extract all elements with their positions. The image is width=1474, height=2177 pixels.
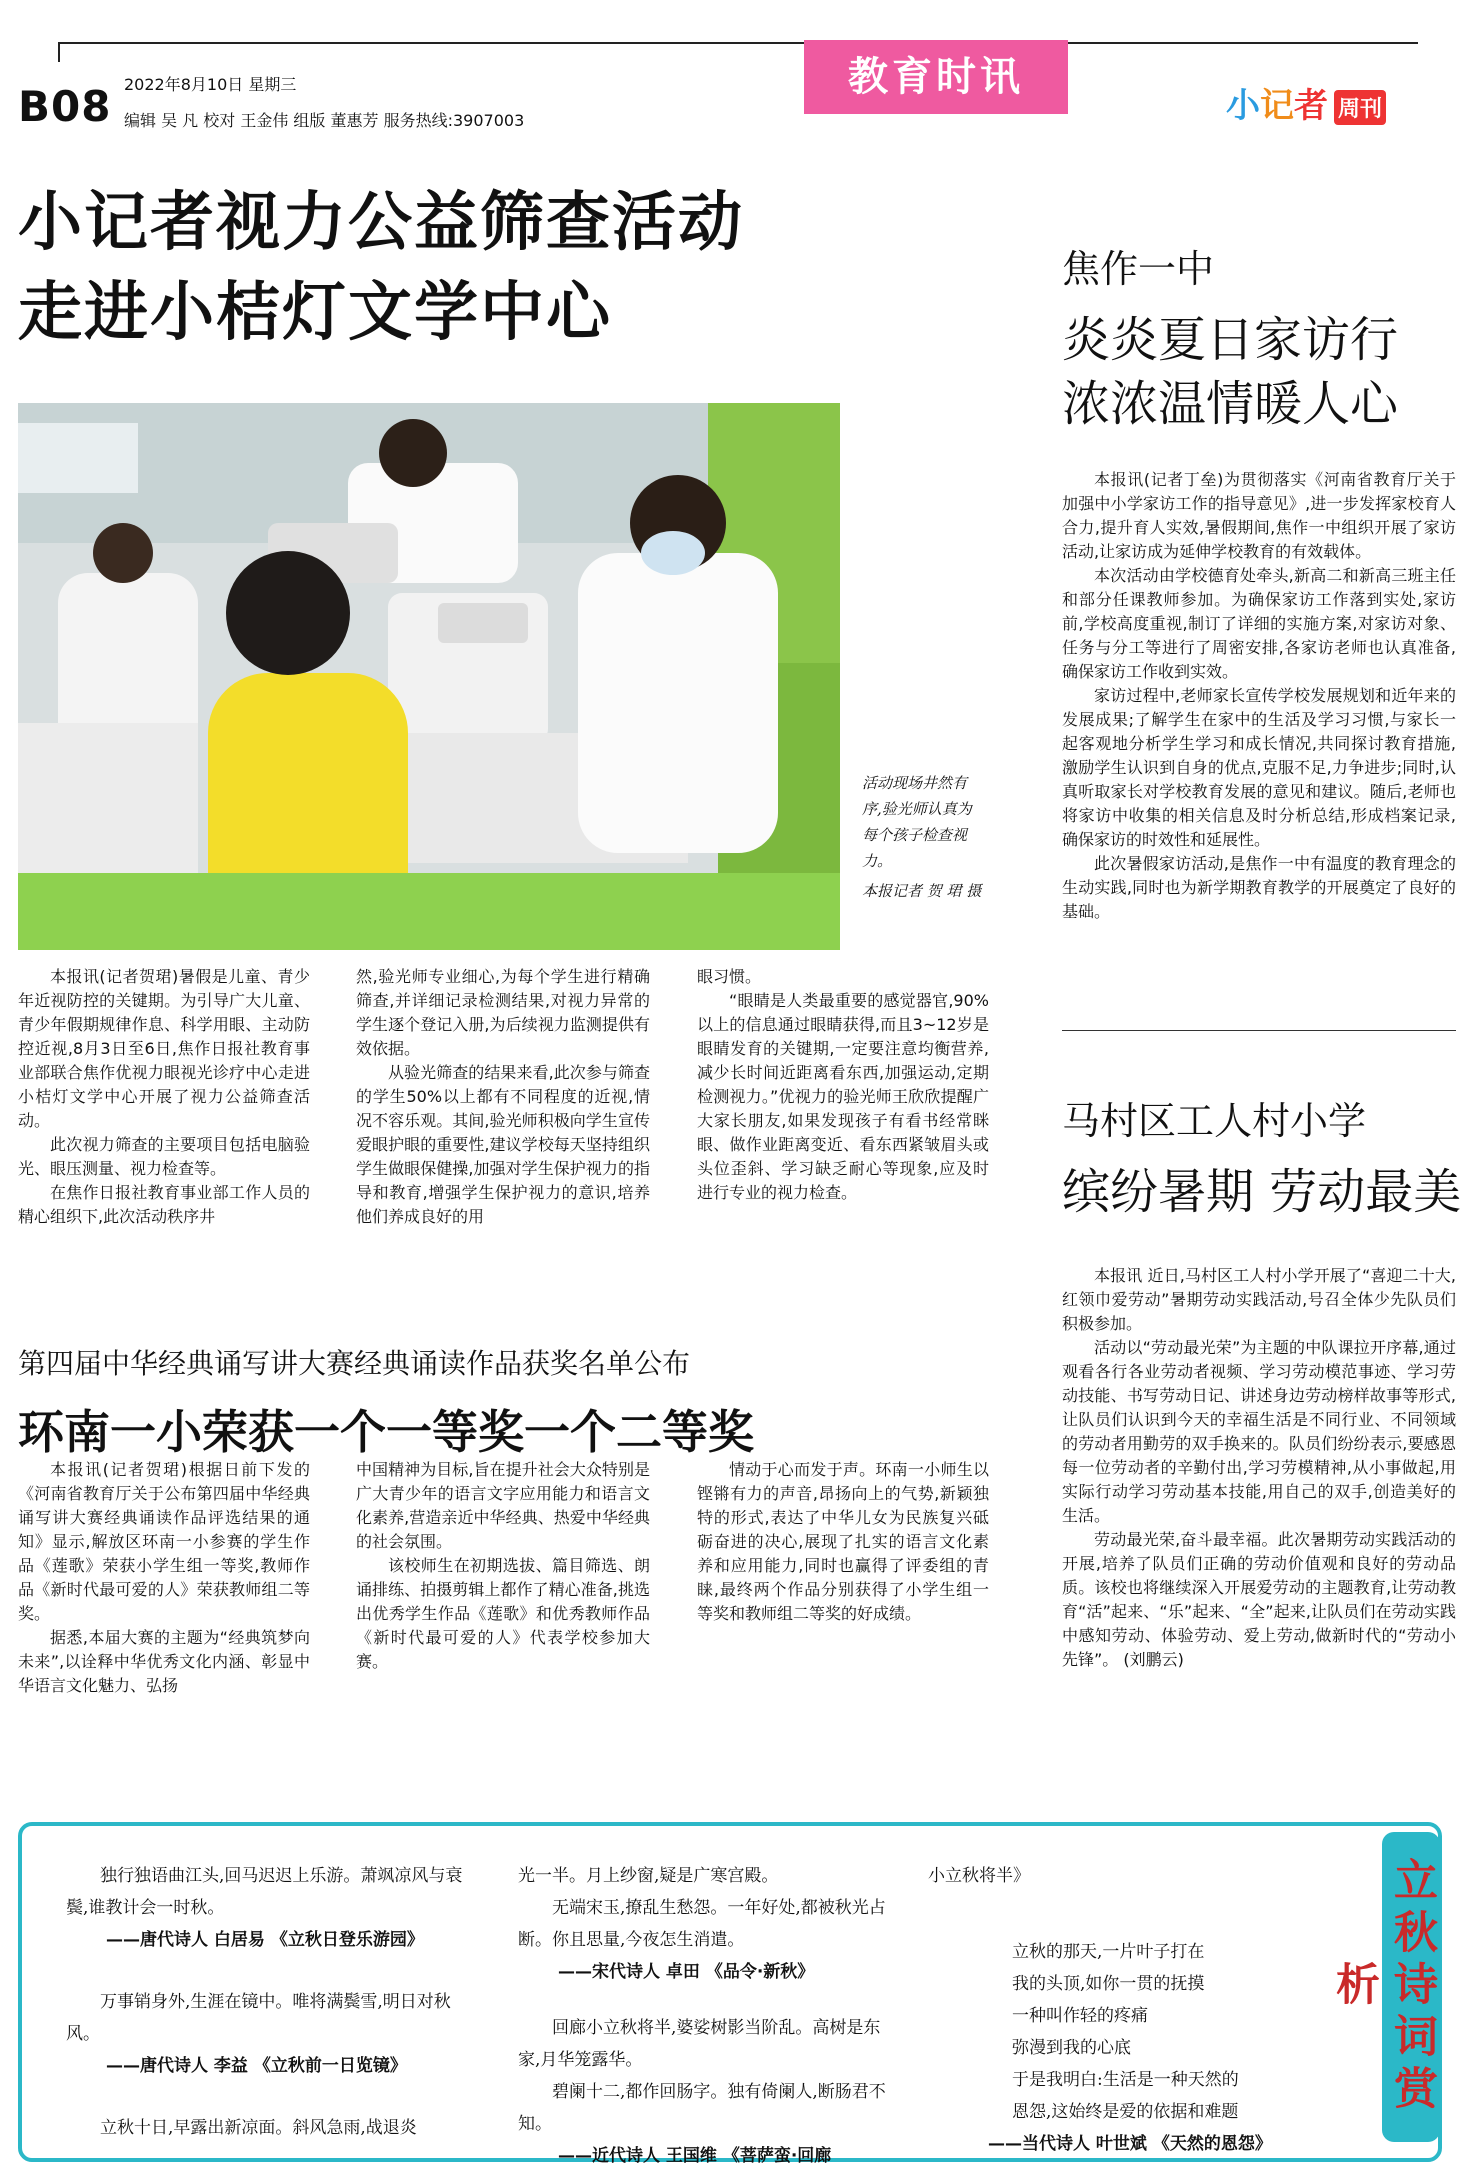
right1-para: 此次暑假家访活动,是焦作一中有温度的教育理念的生动实践,同时也为新学期教育教学的开展奠定了良好的基础。 <box>1062 854 1456 921</box>
right1-para: 本次活动由学校德育处牵头,新高二和新高三班主任和部分任课教师参加。为确保家访工作落到实处,家访前,学校高度重视,制订了详细的实施方案,对家访对象、任务与分工等进行了周密安排,各家访老师也认真准备,确保家访工作收到实效。 <box>1062 566 1456 681</box>
poetry-vertical-title: 立秋诗词赏析 <box>1382 1832 1440 2142</box>
right1-body <box>1062 468 1456 924</box>
poem-attribution: ——唐代诗人 白居易 《立秋日登乐游园》 <box>106 1930 424 1950</box>
right2-body <box>1062 1264 1456 1672</box>
photo-credit: 本报记者 贺 珺 摄 <box>862 882 982 900</box>
award-para: 本报讯(记者贺珺)根据日前下发的《河南省教育厅关于公布第四届中华经典诵写讲大赛经典诵读作品评选结果的通知》显示,解放区环南一小参赛的学生作品《莲歌》荣获小学生组一等奖,教师作品《新时代最可爱的人》荣获教师组二等奖。 <box>18 1460 310 1623</box>
right2-headline: 缤纷暑期 劳动最美 <box>1062 1164 1462 1220</box>
lead-col-2 <box>356 965 650 1229</box>
award-para: 该校师生在初期选拔、篇目筛选、朗诵排练、拍摄剪辑上都作了精心准备,挑选出优秀学生作品《莲歌》和优秀教师作品《新时代最可爱的人》代表学校参加大赛。 <box>356 1556 650 1671</box>
poem-line: 恩怨,这始终是爱的依据和难题 <box>1012 2102 1239 2122</box>
poem-text: 立秋十日,早露出新凉面。斜风急雨,战退炎 <box>100 2118 417 2138</box>
right1-headline-line1: 炎炎夏日家访行 <box>1062 312 1399 368</box>
right1-para: 家访过程中,老师家长宣传学校发展规划和近年来的发展成果;了解学生在家中的生活及学习习惯,与家长一起客观地分析学生学习和成长情况,共同探讨教育措施,激励学生认识到自身的优点,克服不足,力争进步;同时,认真听取家长对学校教育发展的意见和建议。随后,老师也将家访中收集的相关信息及时分析总结,形成档案记录,确保家访的时效性和延展性。 <box>1062 686 1456 849</box>
brand-char-1: 小 <box>1226 86 1260 126</box>
lead-headline <box>18 178 744 358</box>
poem-text: 光一半。月上纱窗,疑是广寒宫殿。 <box>518 1866 779 1886</box>
poem-attribution: ——唐代诗人 李益 《立秋前一日览镜》 <box>106 2056 407 2076</box>
section-tab: 教育时讯 <box>804 40 1068 114</box>
right-divider <box>1062 1030 1456 1031</box>
award-col-1 <box>18 1458 310 1698</box>
eye-exam-photo <box>18 403 840 950</box>
photo-caption <box>862 770 982 904</box>
award-col-2 <box>356 1458 650 1674</box>
lead-para: 然,验光师专业细心,为每个学生进行精确筛查,并详细记录检测结果,对视力异常的学生逐个登记入册,为后续视力监测提供有效依据。 <box>356 967 650 1058</box>
right1-headline-line2: 浓浓温情暖人心 <box>1062 376 1399 432</box>
poem-text: 小立秋将半》 <box>928 1866 1030 1886</box>
date-line: 2022年8月10日 星期三 <box>124 75 297 94</box>
photo-caption-text: 活动现场井然有序,验光师认真为每个孩子检查视力。 <box>862 774 972 870</box>
poem-text: 回廊小立秋将半,婆娑树影当阶乱。高树是东家,月华笼露华。 <box>518 2018 881 2070</box>
lead-col-3 <box>697 965 989 1205</box>
header-rule <box>58 42 1418 44</box>
right2-para: 劳动最光荣,奋斗最幸福。此次暑期劳动实践活动的开展,培养了队员们正确的劳动价值观和良好的劳动品质。该校也将继续深入开展爱劳动的主题教育,让劳动教育“活”起来、“乐”起来、“全”起来,让队员们在劳动实践中感知劳动、体验劳动、爱上劳动,做新时代的“劳动小先锋”。 (刘鹏云) <box>1062 1530 1456 1669</box>
poem-line: 我的头顶,如你一贯的抚摸 <box>1012 1974 1205 1994</box>
right2-para: 活动以“劳动最光荣”为主题的中队课拉开序幕,通过观看各行各业劳动者视频、学习劳动模范事迹、学习劳动技能、书写劳动日记、讲述身边劳动榜样故事等形式,让队员们认识到今天的幸福生活是不同行业、不同领域的劳动者用勤劳的双手换来的。队员们纷纷表示,要感恩每一位劳动者的辛勤付出,学习劳模精神,从小事做起,用实际行动学习劳动基本技能,用自己的双手,创造美好的生活。 <box>1062 1338 1456 1525</box>
poem-attribution: ——当代诗人 叶世斌 《天然的恩怨》 <box>988 2134 1272 2154</box>
poem-text: 无端宋玉,撩乱生愁怨。一年好处,都被秋光占断。你且思量,今夜怎生消遣。 <box>518 1898 886 1950</box>
header-rule-tick <box>58 42 60 62</box>
poem-line: 弥漫到我的心底 <box>1012 2038 1131 2058</box>
lead-photo <box>18 403 840 950</box>
award-para: 中国精神为目标,旨在提升社会大众特别是广大青少年的语言文字应用能力和语言文化素养,营造亲近中华经典、热爱中华经典的社会氛围。 <box>356 1460 650 1551</box>
right2-para: 本报讯 近日,马村区工人村小学开展了“喜迎二十大,红领巾爱劳动”暑期劳动实践活动,号召全体少先队员们积极参加。 <box>1062 1266 1456 1333</box>
award-para: 据悉,本届大赛的主题为“经典筑梦向未来”,以诠释中华优秀文化内涵、彰显中华语言文化魅力、弘扬 <box>18 1628 310 1695</box>
poem-attribution: ——近代诗人 王国维 《菩萨蛮·回廊 <box>558 2146 832 2166</box>
poem-text: 碧阑十二,都作回肠字。独有倚阑人,断肠君不知。 <box>518 2082 886 2134</box>
poem-line: 于是我明白:生活是一种天然的 <box>1012 2070 1239 2090</box>
lead-para: 从验光筛查的结果来看,此次参与筛查的学生50%以上都有不同程度的近视,情况不容乐观。其间,验光师积极向学生宣传爱眼护眼的重要性,建议学校每天坚持组织学生做眼保健操,加强对学生保护视力的指导和教育,增强学生保护视力的意识,培养他们养成良好的用 <box>356 1063 650 1226</box>
poem-attribution: ——宋代诗人 卓田 《品令·新秋》 <box>558 1962 815 1982</box>
lead-para: 本报讯(记者贺珺)暑假是儿童、青少年近视防控的关键期。为引导广大儿童、青少年假期规律作息、科学用眼、主动防控近视,8月3日至6日,焦作日报社教育事业部联合焦作优视力眼视光诊疗中心走进小桔灯文学中心开展了视力公益筛查活动。 <box>18 967 310 1130</box>
right2-school: 马村区工人村小学 <box>1062 1099 1367 1143</box>
modern-poem <box>928 1936 1368 2128</box>
right1-school: 焦作一中 <box>1062 247 1215 291</box>
brand-logo <box>1226 78 1386 127</box>
poem-text: 独行独语曲江头,回马迟迟上乐游。萧飒凉风与衰鬓,谁教计会一时秋。 <box>66 1866 463 1918</box>
award-col-3 <box>697 1458 989 1626</box>
right1-para: 本报讯(记者丁垒)为贯彻落实《河南省教育厅关于加强中小学家访工作的指导意见》,进一步发挥家校育人合力,提升育人实效,暑假期间,焦作一中组织开展了家访活动,让家访成为延伸学校教育的有效载体。 <box>1062 470 1456 561</box>
poem-text: 万事销身外,生涯在镜中。唯将满鬓雪,明日对秋风。 <box>66 1992 451 2044</box>
award-para: 情动于心而发于声。环南一小师生以铿锵有力的声音,昂扬向上的气势,新颖独特的形式,表达了中华儿女为民族复兴砥砺奋进的决心,展现了扎实的语言文化素养和应用能力,同时也赢得了评委组的青睐,最终两个作品分别获得了小学生组一等奖和教师组二等奖的好成绩。 <box>697 1460 989 1623</box>
lead-para: “眼睛是人类最重要的感觉器官,90%以上的信息通过眼睛获得,而且3~12岁是眼睛发育的关键期,一定要注意均衡营养,减少长时间近距离看东西,加强运动,定期检测视力。”优视力的验光师王欣欣提醒广大家长朋友,如果发现孩子有看书经常眯眼、做作业距离变近、看东西紧皱眉头或头位歪斜、学习缺乏耐心等现象,应及时进行专业的视力检查。 <box>697 991 989 1202</box>
lead-para: 此次视力筛查的主要项目包括电脑验光、眼压测量、视力检查等。 <box>18 1135 310 1178</box>
poetry-col-2 <box>518 1860 890 2172</box>
staff-line: 编辑 吴 凡 校对 王金伟 组版 董惠芳 服务热线:3907003 <box>124 111 525 130</box>
award-subtitle: 第四届中华经典诵写讲大赛经典诵读作品获奖名单公布 <box>18 1347 691 1380</box>
poetry-col-3 <box>928 1860 1368 2160</box>
poem-line: 立秋的那天,一片叶子打在 <box>1012 1942 1205 1962</box>
right1-headline <box>1062 308 1398 436</box>
page-number: B08 <box>18 82 112 131</box>
lead-col-1 <box>18 965 310 1229</box>
brand-badge: 周刊 <box>1334 90 1386 125</box>
lead-para: 眼习惯。 <box>697 967 762 986</box>
brand-char-2: 记 <box>1260 86 1294 126</box>
lead-para: 在焦作日报社教育事业部工作人员的精心组织下,此次活动秩序井 <box>18 1183 310 1226</box>
poem-line: 一种叫作轻的疼痛 <box>1012 2006 1148 2026</box>
poetry-col-1 <box>66 1860 466 2144</box>
lead-headline-line1: 小记者视力公益筛查活动 <box>18 186 744 260</box>
brand-char-3: 者 <box>1294 86 1328 126</box>
award-headline: 环南一小荣获一个一等奖一个二等奖 <box>18 1405 754 1459</box>
lead-headline-line2: 走进小桔灯文学中心 <box>18 276 612 350</box>
